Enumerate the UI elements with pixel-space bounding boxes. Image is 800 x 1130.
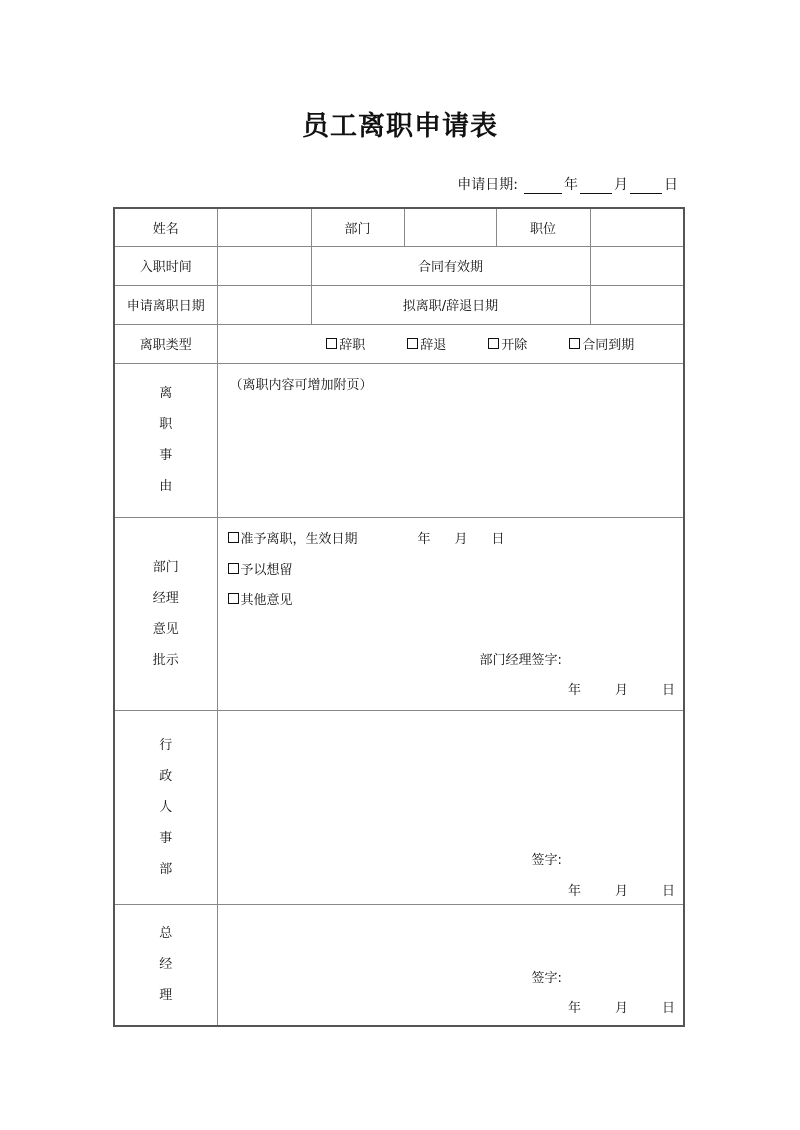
gm-field[interactable] [217, 904, 684, 1026]
resignation-form-table [113, 207, 685, 1027]
manager-sign-label: 部门经理签字: [479, 652, 562, 668]
form-title: 员工离职申请表 [302, 111, 498, 142]
apply-month-label: 月 [614, 177, 628, 193]
apply-leave-label: 申请离职日期 [114, 285, 217, 324]
contract-field[interactable] [590, 246, 684, 285]
month-blank[interactable] [580, 179, 612, 194]
hr-sign-label: 签字: [531, 852, 562, 868]
type-label: 离职类型 [114, 324, 217, 363]
planned-leave-label: 拟离职/辞退日期 [311, 285, 590, 324]
checkbox-icon[interactable] [407, 338, 418, 349]
gm-sign-date: 年 月 日 [567, 1000, 675, 1016]
manager-field[interactable] [217, 517, 684, 710]
row-apply-leave [114, 285, 684, 324]
gm-label: 总 经 理 [114, 904, 217, 1026]
checkbox-icon[interactable] [228, 593, 239, 604]
row-gm [114, 904, 684, 1026]
name-label: 姓名 [114, 208, 217, 246]
apply-day-label: 日 [664, 177, 678, 193]
year-blank[interactable] [524, 179, 562, 194]
hr-label: 行 政 人 事 部 [114, 710, 217, 904]
row-manager [114, 517, 684, 710]
row-name-dept [114, 208, 684, 246]
planned-leave-field[interactable] [590, 285, 684, 324]
type-options [217, 324, 684, 363]
row-type [114, 324, 684, 363]
checkbox-icon[interactable] [228, 563, 239, 574]
hr-sign-date: 年 月 日 [567, 883, 675, 899]
option-other[interactable]: 其他意见 [228, 589, 293, 608]
option-dismiss[interactable]: 辞退 [407, 334, 446, 353]
apply-date-line [457, 174, 678, 194]
dept-field[interactable] [404, 208, 496, 246]
reason-label: 离 职 事 由 [114, 363, 217, 517]
apply-year-label: 年 [564, 177, 578, 193]
reason-note: （离职内容可增加附页） [229, 377, 373, 393]
hire-field[interactable] [217, 246, 311, 285]
manager-label: 部门 经理 意见 批示 [114, 517, 217, 710]
position-label: 职位 [496, 208, 590, 246]
name-field[interactable] [217, 208, 311, 246]
day-blank[interactable] [630, 179, 662, 194]
dept-label: 部门 [311, 208, 404, 246]
position-field[interactable] [590, 208, 684, 246]
row-hire [114, 246, 684, 285]
checkbox-icon[interactable] [569, 338, 580, 349]
checkbox-icon[interactable] [488, 338, 499, 349]
apply-leave-field[interactable] [217, 285, 311, 324]
hire-label: 入职时间 [114, 246, 217, 285]
gm-sign-label: 签字: [531, 970, 562, 986]
option-retain[interactable]: 予以想留 [228, 559, 293, 578]
checkbox-icon[interactable] [228, 532, 239, 543]
row-hr [114, 710, 684, 904]
hr-field[interactable] [217, 710, 684, 904]
option-fire[interactable]: 开除 [488, 334, 527, 353]
apply-date-label: 申请日期: [457, 177, 518, 193]
contract-label: 合同有效期 [311, 246, 590, 285]
option-resign[interactable]: 辞职 [326, 334, 365, 353]
manager-sign-date: 年 月 日 [567, 682, 675, 698]
row-reason [114, 363, 684, 517]
reason-field[interactable] [217, 363, 684, 517]
option-approve[interactable]: 准予离职，生效日期 年 月 日 [228, 528, 505, 547]
checkbox-icon[interactable] [326, 338, 337, 349]
option-contract-end[interactable]: 合同到期 [569, 334, 634, 353]
